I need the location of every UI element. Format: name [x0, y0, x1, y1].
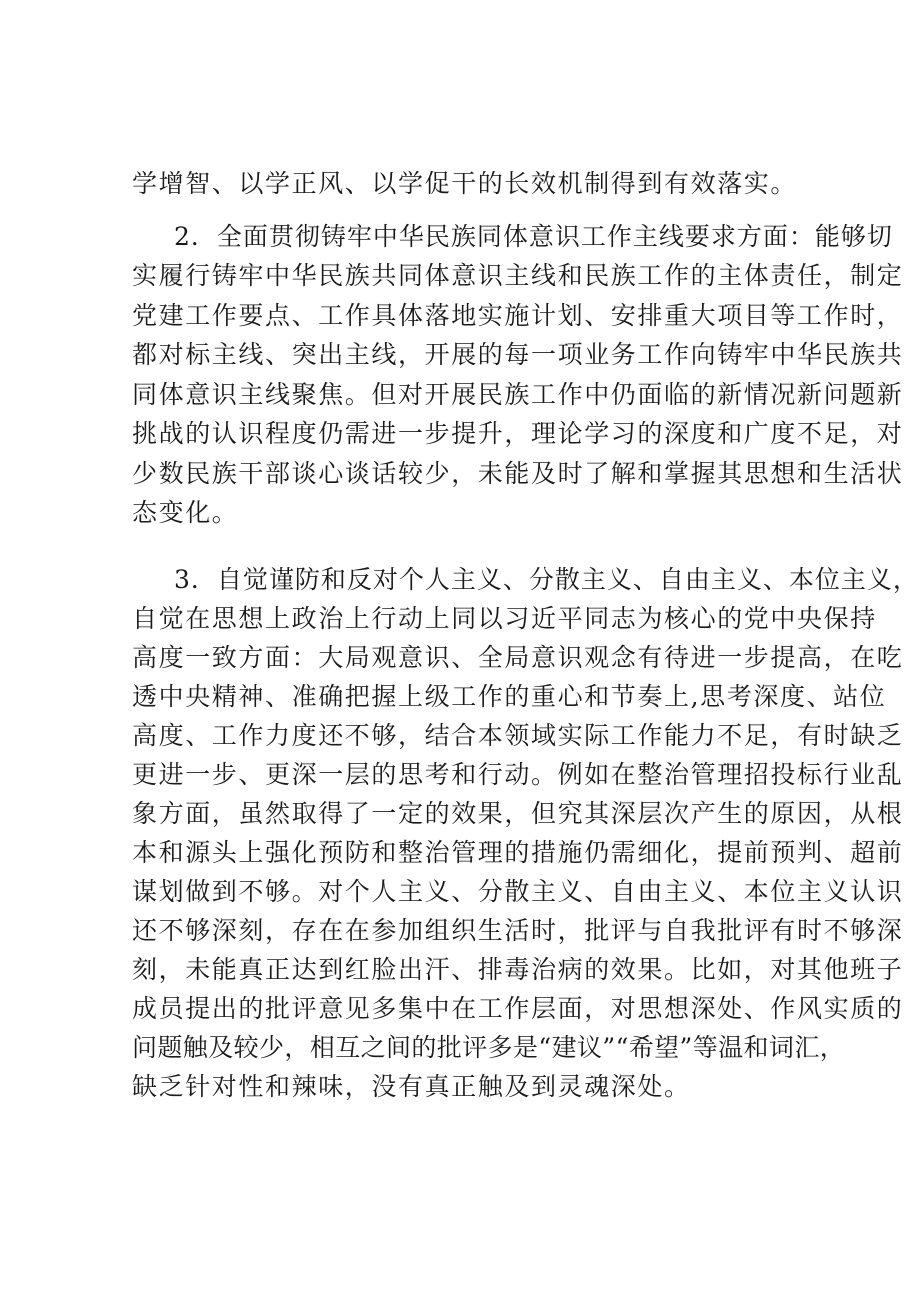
paragraph-line: 实履行铸牢中华民族共同体意识主线和民族工作的主体责任，制定: [132, 261, 904, 290]
paragraph-line: 象方面，虽然取得了一定的效果，但究其深层次产生的原因，从根: [132, 799, 904, 828]
paragraph-line: 高度、工作力度还不够，结合本领域实际工作能力不足，有时缺乏: [132, 721, 904, 750]
paragraph-line: 党建工作要点、工作具体落地实施计划、安排重大项目等工作时，: [132, 301, 904, 330]
paragraph-line: 本和源头上强化预防和整治管理的措施仍需细化，提前预判、超前: [132, 838, 904, 867]
paragraph-line: 学增智、以学正风、以学促干的长效机制得到有效落实。: [132, 169, 798, 198]
paragraph-line: 问题触及较少，相互之间的批评多是“建议”“希望”等温和词汇，: [132, 1033, 846, 1062]
paragraph-line: 更进一步、更深一层的思考和行动。例如在整治管理招投标行业乱: [132, 760, 904, 789]
paragraph-line: 同体意识主线聚焦。但对开展民族工作中仍面临的新情况新问题新: [132, 380, 904, 409]
paragraph-line: 高度一致方面：大局观意识、全局意识观念有待进一步提高，在吃: [132, 643, 904, 672]
paragraph-line: 少数民族干部谈心谈话较少，未能及时了解和掌握其思想和生活状: [132, 459, 904, 488]
paragraph-line: 自觉在思想上政治上行动上同以习近平同志为核心的党中央保持: [132, 604, 877, 633]
paragraph-line: 3．自觉谨防和反对个人主义、分散主义、自由主义、本位主义，: [174, 565, 919, 594]
paragraph-line: 成员提出的批评意见多集中在工作层面，对思想深处、作风实质的: [132, 994, 904, 1023]
paragraph-line: 还不够深刻，存在在参加组织生活时，批评与自我批评有时不够深: [132, 916, 904, 945]
paragraph-line: 态变化。: [132, 498, 239, 527]
paragraph-line: 挑战的认识程度仍需进一步提升，理论学习的深度和广度不足，对: [132, 419, 904, 448]
paragraph-line: 刻，未能真正达到红脸出汗、排毒治病的效果。比如，对其他班子: [132, 955, 904, 984]
paragraph-line: 都对标主线、突出主线，开展的每一项业务工作向铸牢中华民族共: [132, 340, 904, 369]
paragraph-line: 透中央精神、准确把握上级工作的重心和节奏上,思考深度、站位: [132, 682, 887, 711]
paragraph-line: 谋划做到不够。对个人主义、分散主义、自由主义、本位主义认识: [132, 877, 904, 906]
paragraph-line: 缺乏针对性和辣味，没有真正触及到灵魂深处。: [132, 1072, 691, 1101]
paragraph-line: 2．全面贯彻铸牢中华民族同体意识工作主线要求方面：能够切: [174, 222, 893, 251]
